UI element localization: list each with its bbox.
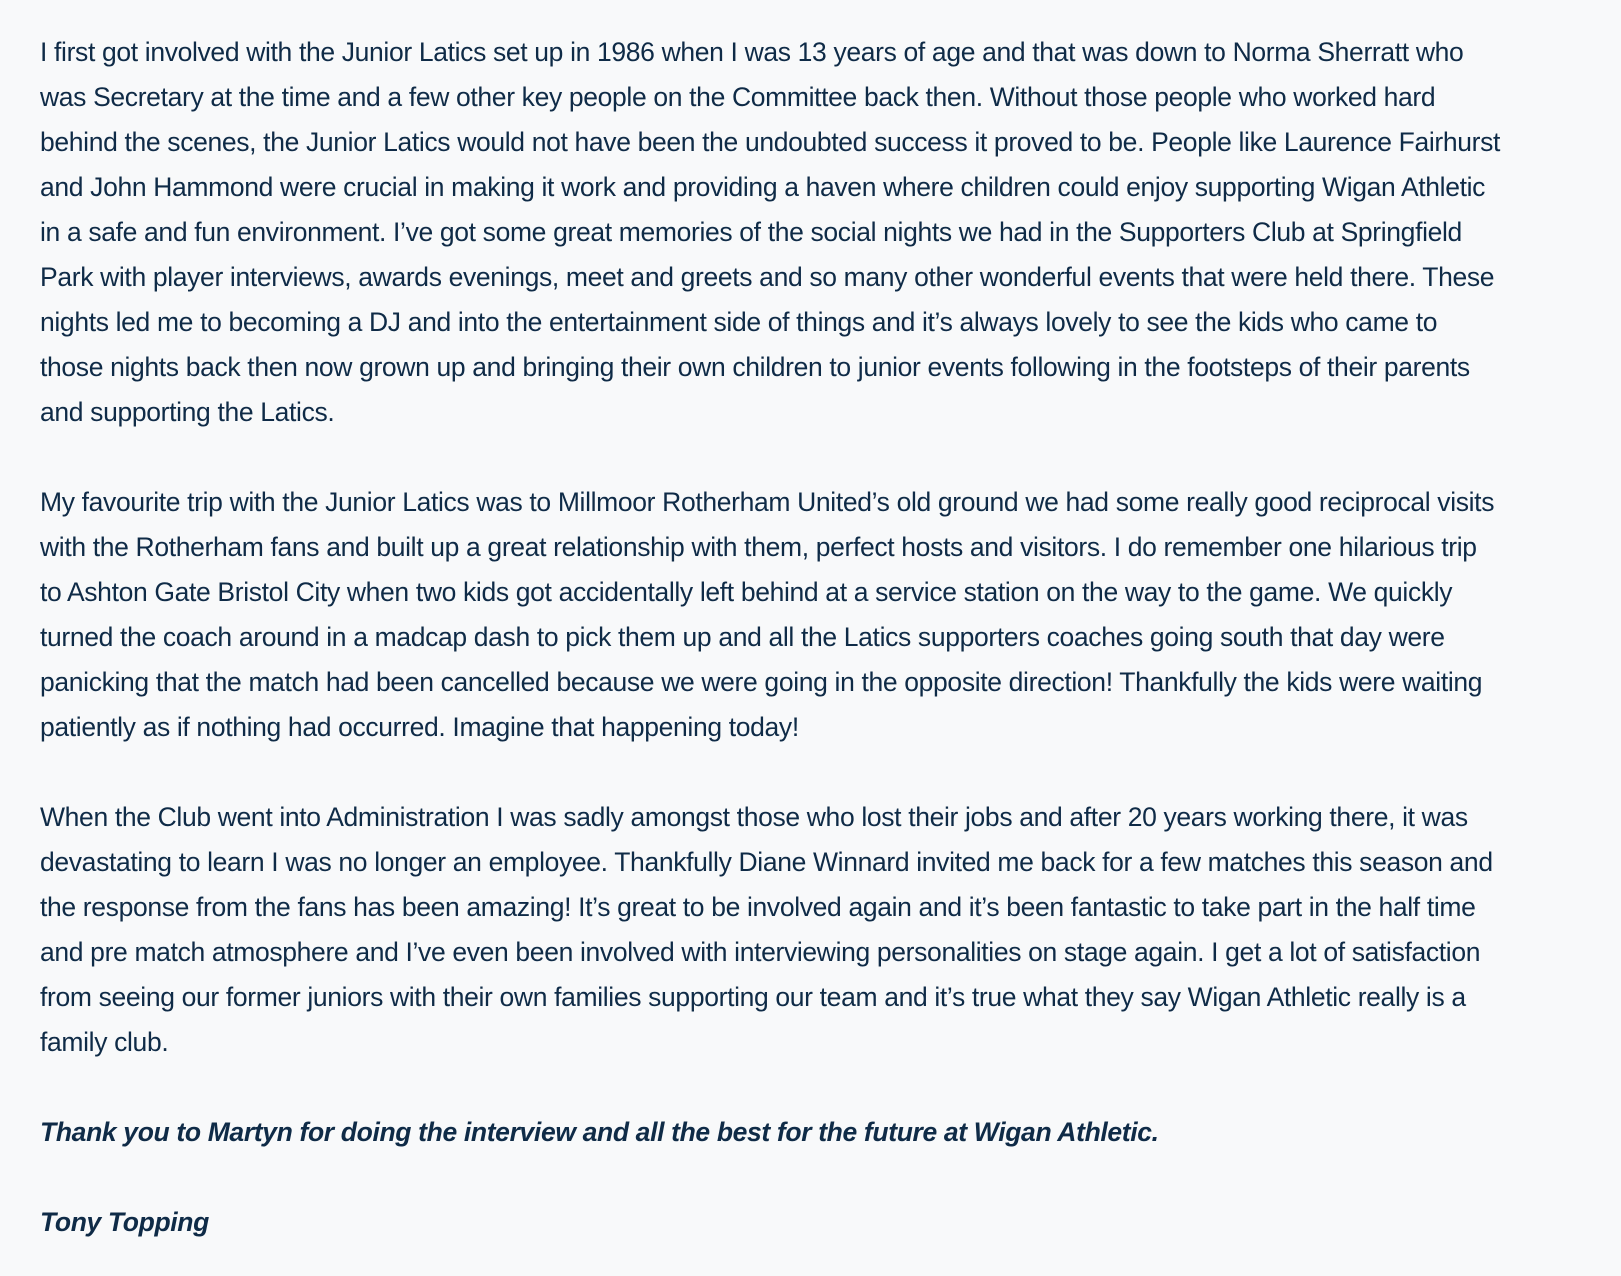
article-author-signature: Tony Topping [40,1207,209,1237]
article-paragraph-administration: When the Club went into Administration I was sadly amongst those who lost their jobs and after 20 years working there, it was devastating to learn I was no longer an employee. Thankfully Diane Winnard invited me back for a few matches this season and the response from the fans has been amazing! It’s great to be involved again and it’s been fantastic to take part in the half time and pre match atmosphere and I’ve even been involved with interviewing personalities on stage again. I get a lot of satisfaction from seeing our former juniors with their own families supporting our team and it’s true what they say Wigan Athletic really is a family club. [40,802,1493,1057]
article-closing-thanks: Thank you to Martyn for doing the interview and all the best for the future at Wigan Athletic. [40,1117,1159,1147]
article-paragraph-junior-latics-history: I first got involved with the Junior Latics set up in 1986 when I was 13 years of age and that was down to Norma Sherratt who was Secretary at the time and a few other key people on the Committee back then. Without those people who worked hard behind the scenes, the Junior Latics would not have been the undoubted success it proved to be. People like Laurence Fairhurst and John Hammond were crucial in making it work and providing a haven where children could enjoy supporting Wigan Athletic in a safe and fun environment. I’ve got some great memories of the social nights we had in the Supporters Club at Springfield Park with player interviews, awards evenings, meet and greets and so many other wonderful events that were held there. These nights led me to becoming a DJ and into the entertainment side of things and it’s always lovely to see the kids who came to those nights back then now grown up and bringing their own children to junior events following in the footsteps of their parents and supporting the Latics. [40,37,1501,427]
article-body [40,30,1500,1245]
article-paragraph-favourite-trip: My favourite trip with the Junior Latics was to Millmoor Rotherham United’s old ground we had some really good reciprocal visits with the Rotherham fans and built up a great relationship with them, perfect hosts and visitors. I do remember one hilarious trip to Ashton Gate Bristol City when two kids got accidentally left behind at a service station on the way to the game. We quickly turned the coach around in a madcap dash to pick them up and all the Latics supporters coaches going south that day were panicking that the match had been cancelled because we were going in the opposite direction! Thankfully the kids were waiting patiently as if nothing had occurred. Imagine that happening today! [40,487,1495,742]
